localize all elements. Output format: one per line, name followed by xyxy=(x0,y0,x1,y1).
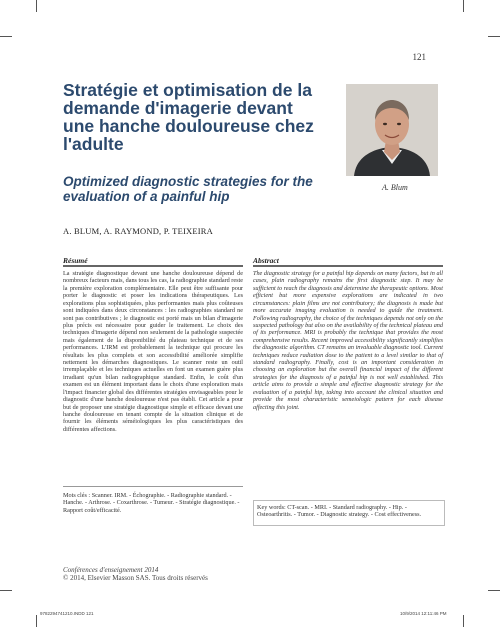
print-slug-datetime: 10/9/2014 12:11:46 PM xyxy=(400,611,447,616)
crop-mark xyxy=(36,0,37,12)
resume-keywords: Mots clés : Scanner. IRM. - Échographie. - Radiographie standard. - Hanche. - Arthrose. - Coxarthrose. - Tumeur. - Stratégie diagnostique. - Rapport coût/efficacité. xyxy=(63,492,240,514)
print-slug-file: 9782294741210.INDD 121 xyxy=(40,611,94,616)
author-photo xyxy=(346,84,438,176)
article-subtitle: Optimized diagnostic strategies for the evaluation of a painful hip xyxy=(63,174,313,204)
crop-mark xyxy=(0,590,12,591)
crop-mark xyxy=(488,36,500,37)
article-title: Stratégie et optimisation de la demande d'imagerie devant une hanche douloureuse chez l'adulte xyxy=(63,80,314,154)
resume-keyword-rule xyxy=(63,486,243,487)
crop-mark xyxy=(463,615,464,627)
crop-mark xyxy=(36,615,37,627)
author-caption: A. Blum xyxy=(382,183,408,192)
page-number: 121 xyxy=(412,52,426,62)
abstract-heading: Abstract xyxy=(253,256,279,265)
resume-heading: Résumé xyxy=(63,256,88,265)
resume-rule xyxy=(63,265,243,267)
abstract-text: The diagnostic strategy for a painful hip depends on many factors, but in all cases, plain radiography remains the first diagnostic step. It may be sufficient to reach the diagnosis and determine the therapeutic options. Most efficient but more expensive explorations are indicated in two circumstances: plain films are not contributory; the diagnosis is made but more accurate imaging evaluation is needed to guide the treatment. Following radiography, the choice of the techniques depends not only on the suspected pathology but also on the availability of the technical plateau and of its performance. MRI is probably the technique that provides the most comprehensive results. Recent improved accessibility significantly simplifies the diagnostic algorithm. CT remains an invaluable diagnostic tool. Current techniques reduce radiation dose to the patient to a level similar to that of standard radiography. Finally, cost is an important consideration in choosing an exploration but the overall financial impact of the different strategies for the diagnosis of a painful hip is not well established. This article aims to provide a simple and effective diagnostic strategy for the evaluation of a painful hip, taking into account the clinical situation and provide the most characteristic semeiologic pattern for each disease affecting this joint. xyxy=(253,270,444,411)
authors: A. BLUM, A. RAYMOND, P. TEIXEIRA xyxy=(63,226,213,236)
crop-mark xyxy=(0,36,12,37)
abstract-rule xyxy=(253,265,443,267)
journal-name: Conférences d'enseignement 2014 xyxy=(63,566,159,574)
resume-text: La stratégie diagnostique devant une hanche douloureuse dépend de nombreux facteurs mais, dans tous les cas, la radiographie standard reste la première exploration complémentaire. Elle peut être suffisante pour porter le diagnostic et poser les indications thérapeutiques. Les explorations plus sophistiquées, plus performantes mais plus coûteuses sont indiquées dans deux circonstances : les radiographies standard ne sont pas contributives ; le diagnostic est porté mais un bilan d'imagerie plus précis est nécessaire pour guider le traitement. Le choix des techniques d'imagerie dépend non seulement de la pathologie suspectée mais également de la disponibilité du plateau technique et de ses performances. L'IRM est probablement la technique qui procure les résultats les plus complets et son accessibilité améliorée simplifie nettement les démarches diagnostiques. Le scanner reste un outil irremplaçable et les techniques actuelles en font un examen guère plus irradiant qu'un bilan radiographique standard. Enfin, le coût d'un examen est un élément important dans le choix d'une exploration mais l'impact financier global des différentes stratégies envisageables pour le diagnostic d'une hanche douloureuse n'est pas établi. Cet article a pour but de proposer une stratégie diagnostique simple et efficace devant une hanche douloureuse en tenant compte de la situation clinique et de fournir les éléments séméiologiques les plus caractéristiques des différentes affections. xyxy=(63,270,243,433)
crop-mark xyxy=(463,0,464,12)
journal-footer xyxy=(63,566,208,582)
abstract-keywords: Key words: CT-scan. - MRI. - Standard radiography. - Hip. - Osteoarthritis. - Tumor. - Diagnostic strategy. - Cost effectiveness. xyxy=(257,504,422,519)
crop-mark xyxy=(488,590,500,591)
copyright: © 2014, Elsevier Masson SAS. Tous droits réservés xyxy=(63,574,208,582)
